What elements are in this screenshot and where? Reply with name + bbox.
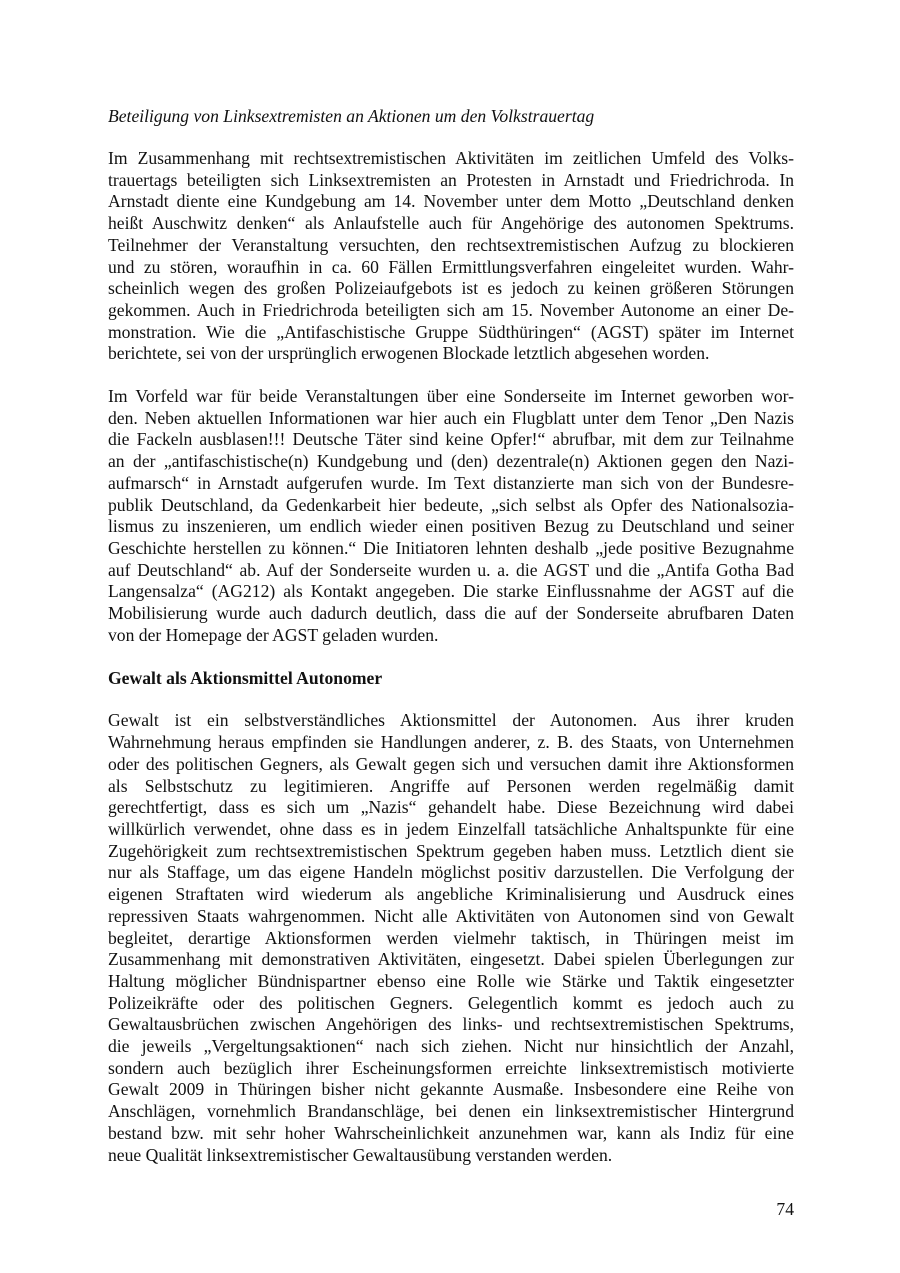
text-line: die Fackeln ausblasen!!! Deutsche Täter sind keine Opfer!“ abrufbar, mit dem zur Teilnahme — [108, 429, 794, 450]
text-line: monstration. Wie die „Antifaschistische Gruppe Südthüringen“ (AGST) später im Internet — [108, 321, 794, 342]
text-line: als Selbstschutz zu legitimieren. Angriffe auf Personen werden regelmäßig damit — [108, 775, 794, 796]
text-line: Anschlägen, vornehmlich Brandanschläge, bei denen ein linksextremistischer Hintergrund — [108, 1101, 794, 1122]
text-line: trauertags beteiligten sich Linksextremisten an Protesten in Arnstadt und Friedrichroda. In — [108, 169, 794, 190]
text-line: an der „antifaschistische(n) Kundgebung und (den) dezentrale(n) Aktionen gegen den Nazi- — [108, 451, 794, 472]
text-line: den. Neben aktuellen Informationen war hier auch ein Flugblatt unter dem Tenor „Den Nazis — [108, 407, 794, 428]
text-line: Gewaltausbrüchen zwischen Angehörigen des links- und rechtsextremistischen Spektrums, — [108, 1014, 794, 1035]
text-line: publik Deutschland, da Gedenkarbeit hier bedeute, „sich selbst als Opfer des Nationalsozia- — [108, 494, 794, 515]
text-line: berichtete, sei von der ursprünglich erwogenen Blockade letztlich abgesehen worden. — [108, 343, 710, 364]
text-line: Im Vorfeld war für beide Veranstaltungen über eine Sonderseite im Internet geworben wor- — [108, 386, 794, 407]
text-line: scheinlich wegen des großen Polizeiaufgebots ist es jedoch zu keinen größeren Störungen — [108, 278, 794, 299]
text-line: Zugehörigkeit zum rechtsextremistischen Spektrum gegeben haben muss. Letztlich dient sie — [108, 840, 794, 861]
text-line: aufmarsch“ in Arnstadt aufgerufen wurde. Im Text distanzierte man sich von der Bundesre- — [108, 472, 794, 493]
text-line: Teilnehmer der Veranstaltung versuchten, den rechtsextremistischen Aufzug zu blockieren — [108, 234, 794, 255]
text-line: Langensalza“ (AG212) als Kontakt angegeben. Die starke Einflussnahme der AGST auf die — [108, 581, 794, 602]
section-heading-volkstrauertag: Beteiligung von Linksextremisten an Aktionen um den Volkstrauertag — [108, 106, 595, 126]
text-line: begleitet, derartige Aktionsformen werden vielmehr taktisch, in Thüringen meist im — [108, 927, 794, 948]
paragraph-volkstrauertag-protests — [108, 148, 794, 365]
text-line: Im Zusammenhang mit rechtsextremistischen Aktivitäten im zeitlichen Umfeld des Volks- — [108, 148, 794, 168]
text-line: und zu stören, woraufhin in ca. 60 Fällen Ermittlungsverfahren eingeleitet wurden. Wahr- — [108, 256, 794, 277]
text-line: Polizeikräfte oder des politischen Gegners. Gelegentlich kommt es jedoch auch zu — [108, 992, 794, 1013]
page-number: 74 — [776, 1199, 794, 1219]
text-line: eigenen Straftaten wird wiederum als angebliche Kriminalisierung und Ausdruck eines — [108, 884, 794, 905]
text-line: Geschichte herstellen zu können.“ Die Initiatoren lehnten deshalb „jede positive Bezugnahme — [108, 537, 794, 558]
text-line: gerechtfertigt, dass es sich um „Nazis“ gehandelt habe. Diese Bezeichnung wird dabei — [108, 797, 794, 818]
text-line: oder des politischen Gegners, als Gewalt gegen sich und versuchen damit ihre Aktionsformen — [108, 753, 794, 774]
text-line: sondern auch bezüglich ihrer Escheinungsformen erreichte linksextremistisch motivierte — [108, 1057, 794, 1078]
text-line: Gewalt 2009 in Thüringen bisher nicht gekannte Ausmaße. Insbesondere eine Reihe von — [108, 1079, 794, 1100]
text-line: Haltung möglicher Bündnispartner ebenso eine Rolle wie Stärke und Taktik eingesetzter — [108, 970, 794, 991]
section-heading-gewalt: Gewalt als Aktionsmittel Autonomer — [108, 668, 383, 689]
text-line: Gewalt ist ein selbstverständliches Aktionsmittel der Autonomen. Aus ihrer kruden — [108, 710, 794, 731]
text-line: willkürlich verwendet, ohne dass es in jedem Einzelfall tatsächliche Anhaltspunkte für eine — [108, 818, 794, 839]
text-line: die jeweils „Vergeltungsaktionen“ nach sich ziehen. Nicht nur hinsichtlich der Anzahl, — [108, 1036, 794, 1057]
paragraph-gewalt-autonome — [108, 710, 794, 1166]
text-line: auf Deutschland“ ab. Auf der Sonderseite wurden u. a. die AGST und die „Antifa Gotha Bad — [108, 559, 794, 580]
text-line: Mobilisierung wurde auch dadurch deutlich, dass die auf der Sonderseite abrufbaren Daten — [108, 603, 794, 624]
text-line: bestand bzw. mit sehr hoher Wahrscheinlichkeit anzunehmen war, kann als Indiz für eine — [108, 1122, 794, 1143]
text-line: Zusammenhang mit demonstrativen Aktivitäten, eingesetzt. Dabei spielen Überlegungen zur — [108, 949, 794, 970]
text-line: lismus zu inszenieren, um endlich wieder einen positiven Bezug zu Deutschland und seiner — [108, 516, 794, 537]
text-line: Arnstadt diente eine Kundgebung am 14. November unter dem Motto „Deutschland denken — [108, 191, 794, 212]
paragraph-internet-mobilization — [108, 386, 794, 646]
text-line: neue Qualität linksextremistischer Gewaltausübung verstanden werden. — [108, 1144, 613, 1165]
text-line: Wahrnehmung heraus empfinden sie Handlungen anderer, z. B. des Staats, von Unternehmen — [108, 732, 794, 753]
text-line: heißt Auschwitz denken“ als Anlaufstelle auch für Angehörige des autonomen Spektrums. — [108, 213, 794, 234]
document-page — [108, 105, 794, 1187]
text-line: von der Homepage der AGST geladen wurden. — [108, 624, 439, 645]
text-line: repressiven Staats wahrgenommen. Nicht alle Aktivitäten von Autonomen sind von Gewalt — [108, 905, 794, 926]
text-line: gekommen. Auch in Friedrichroda beteiligten sich am 15. November Autonome an einer De- — [108, 299, 794, 320]
text-line: nur als Staffage, um das eigene Handeln möglichst positiv darzustellen. Die Verfolgung der — [108, 862, 794, 883]
